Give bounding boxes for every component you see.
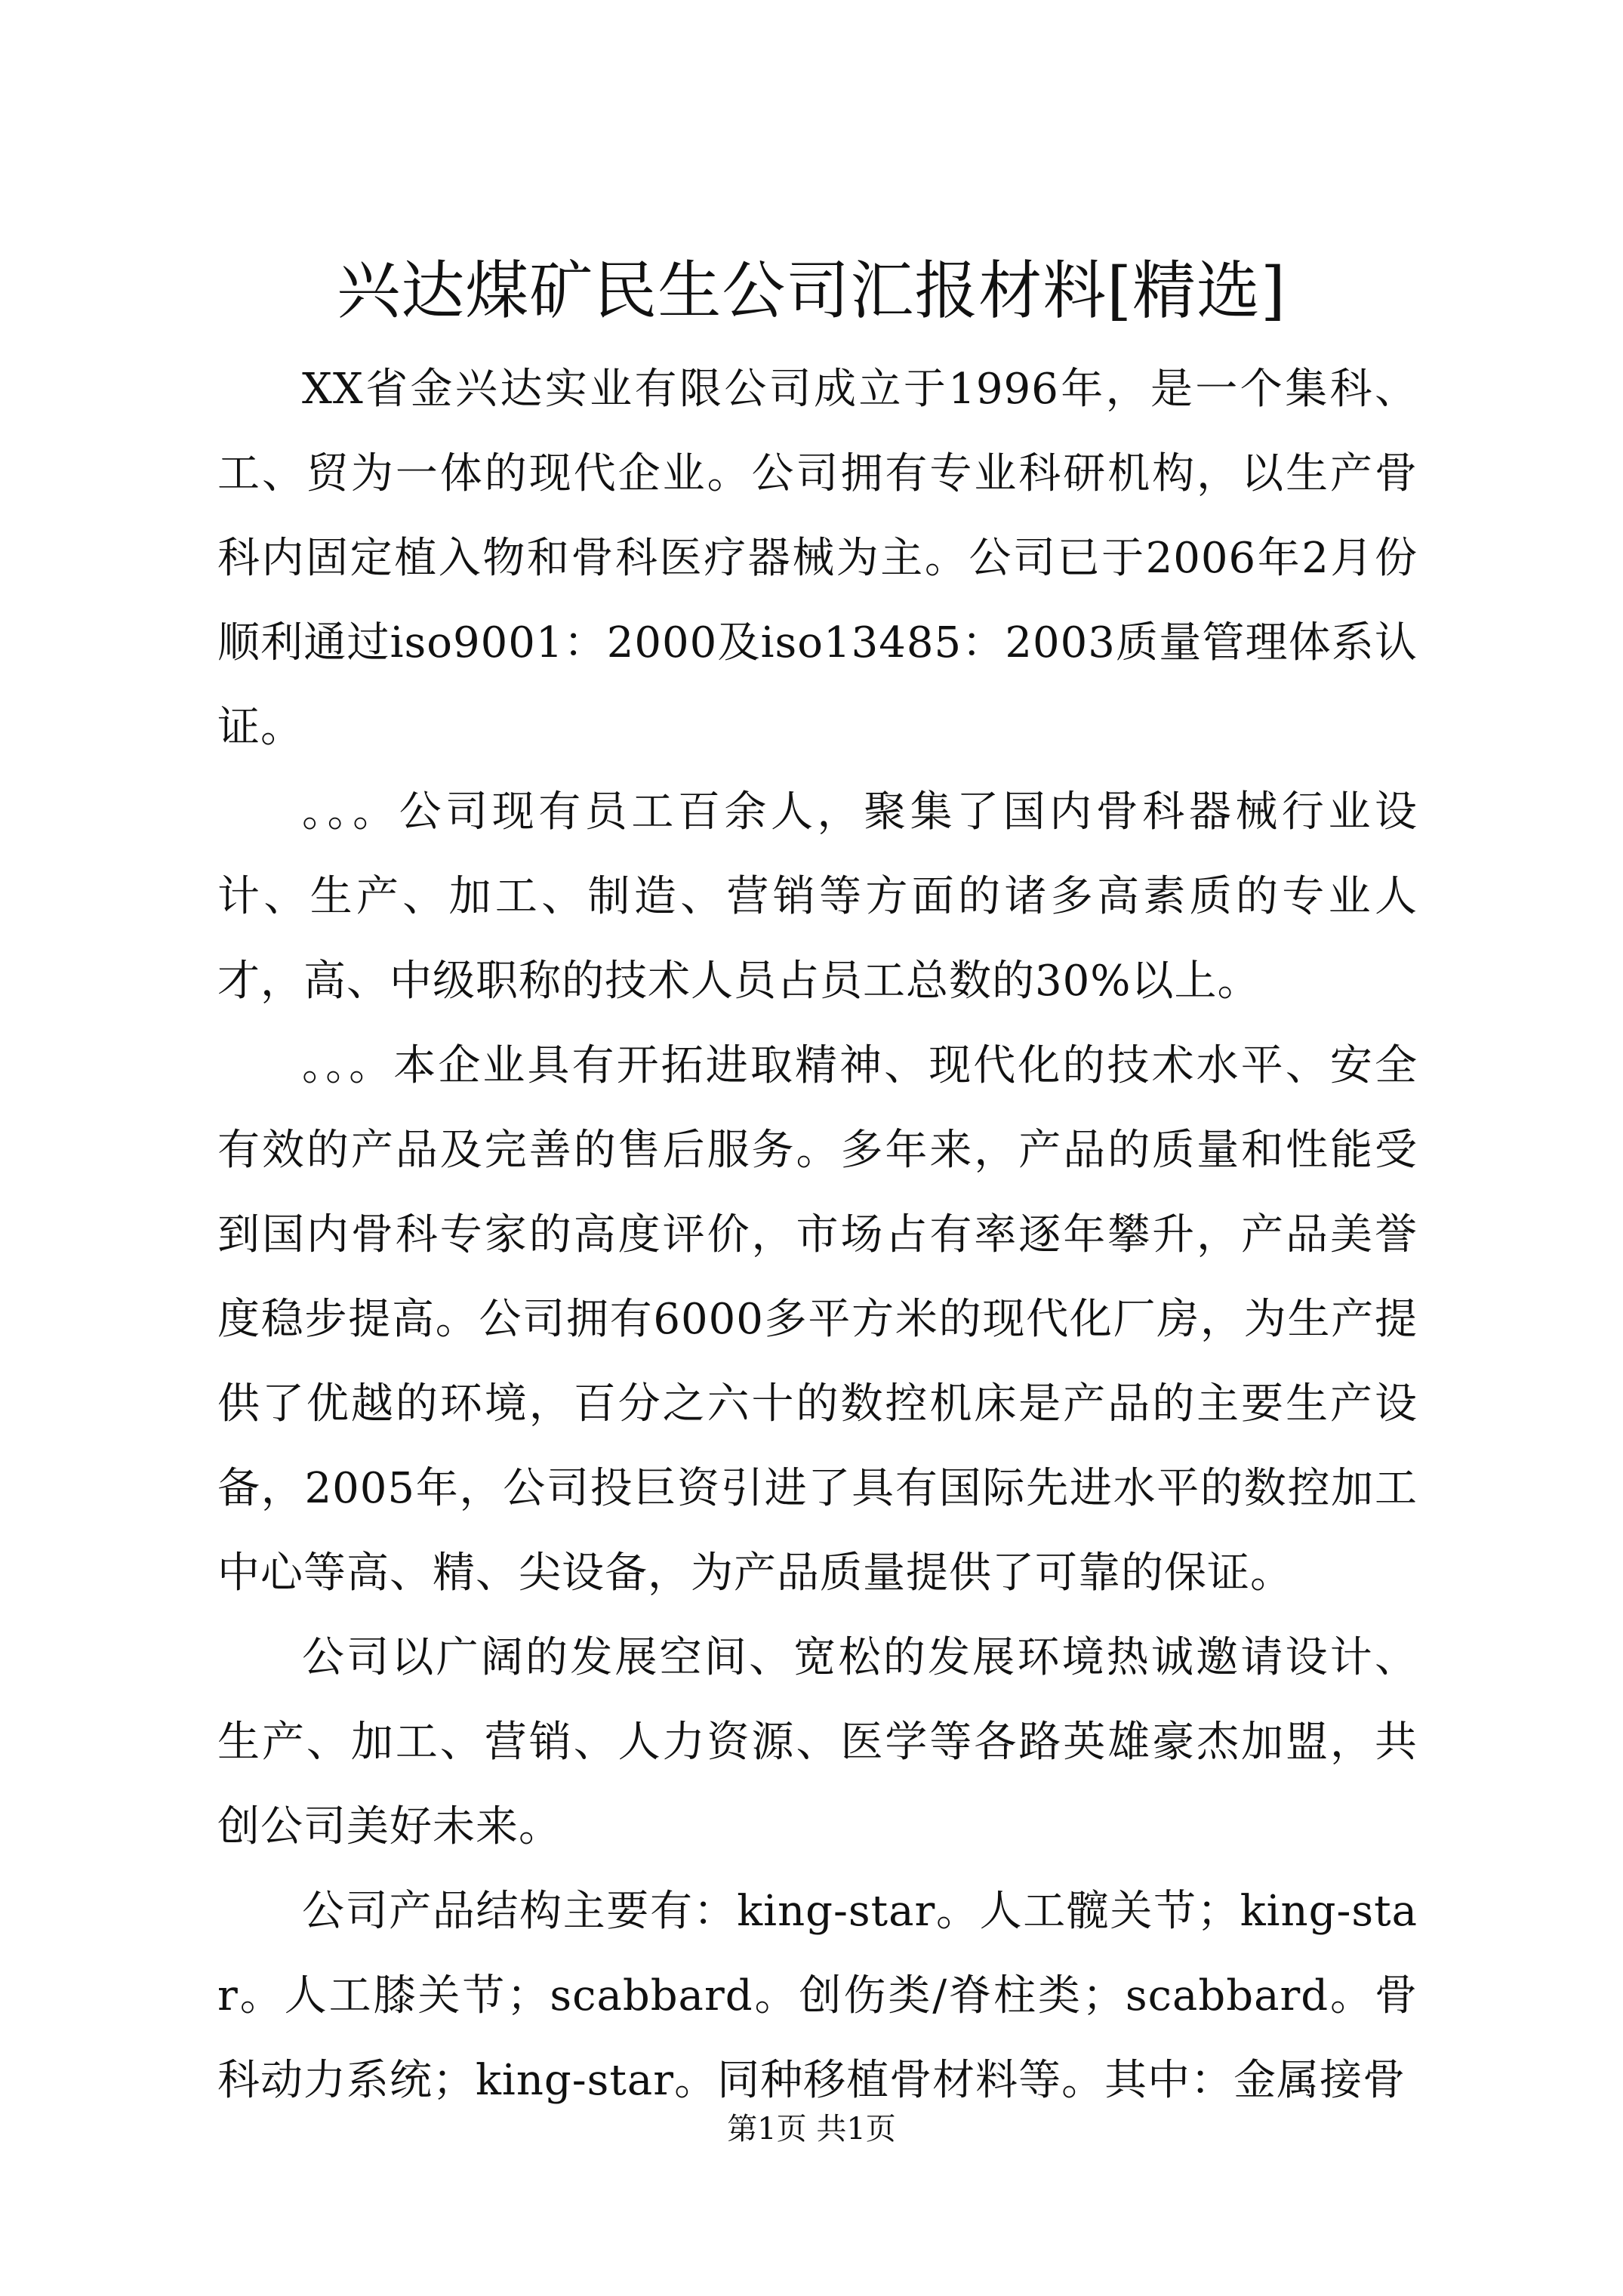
paragraph-4: 公司以广阔的发展空间、宽松的发展环境热诚邀请设计、生产、加工、营销、人力资源、医学等各路英雄豪杰加盟，共创公司美好未来。 [217, 1633, 1418, 1851]
paragraph-5: 公司产品结构主要有：king-star。人工髋关节；king-star。人工膝关节；scabbard。创伤类/脊柱类；scabbard。骨科动力系统；king-star。同种移植骨材料等。其中：金属接骨 [217, 1887, 1418, 2105]
document-title: 兴达煤矿民生公司汇报材料[精选] [337, 254, 1286, 328]
paragraph-1: XX省金兴达实业有限公司成立于1996年，是一个集科、工、贸为一体的现代企业。公司拥有专业科研机构，以生产骨科内固定植入物和骨科医疗器械为主。公司已于2006年2月份顺利通过iso9001：2000及iso13485：2003质量管理体系认证。 [217, 365, 1418, 752]
paragraph-2: 。。。公司现有员工百余人，聚集了国内骨科器械行业设计、生产、加工、制造、营销等方面的诸多高素质的专业人才，高、中级职称的技术人员占员工总数的30%以上。 [217, 787, 1418, 1006]
document-body [217, 347, 1418, 2123]
page-number-footer: 第1页 共1页 [727, 2112, 896, 2147]
paragraph-3: 。。。本企业具有开拓进取精神、现代化的技术水平、安全有效的产品及完善的售后服务。多年来，产品的质量和性能受到国内骨科专家的高度评价，市场占有率逐年攀升，产品美誉度稳步提高。公司拥有6000多平方米的现代化厂房，为生产提供了优越的环境，百分之六十的数控机床是产品的主要生产设备，2005年，公司投巨资引进了具有国际先进水平的数控加工中心等高、精、尖设备，为产品质量提供了可靠的保证。 [217, 1041, 1418, 1598]
